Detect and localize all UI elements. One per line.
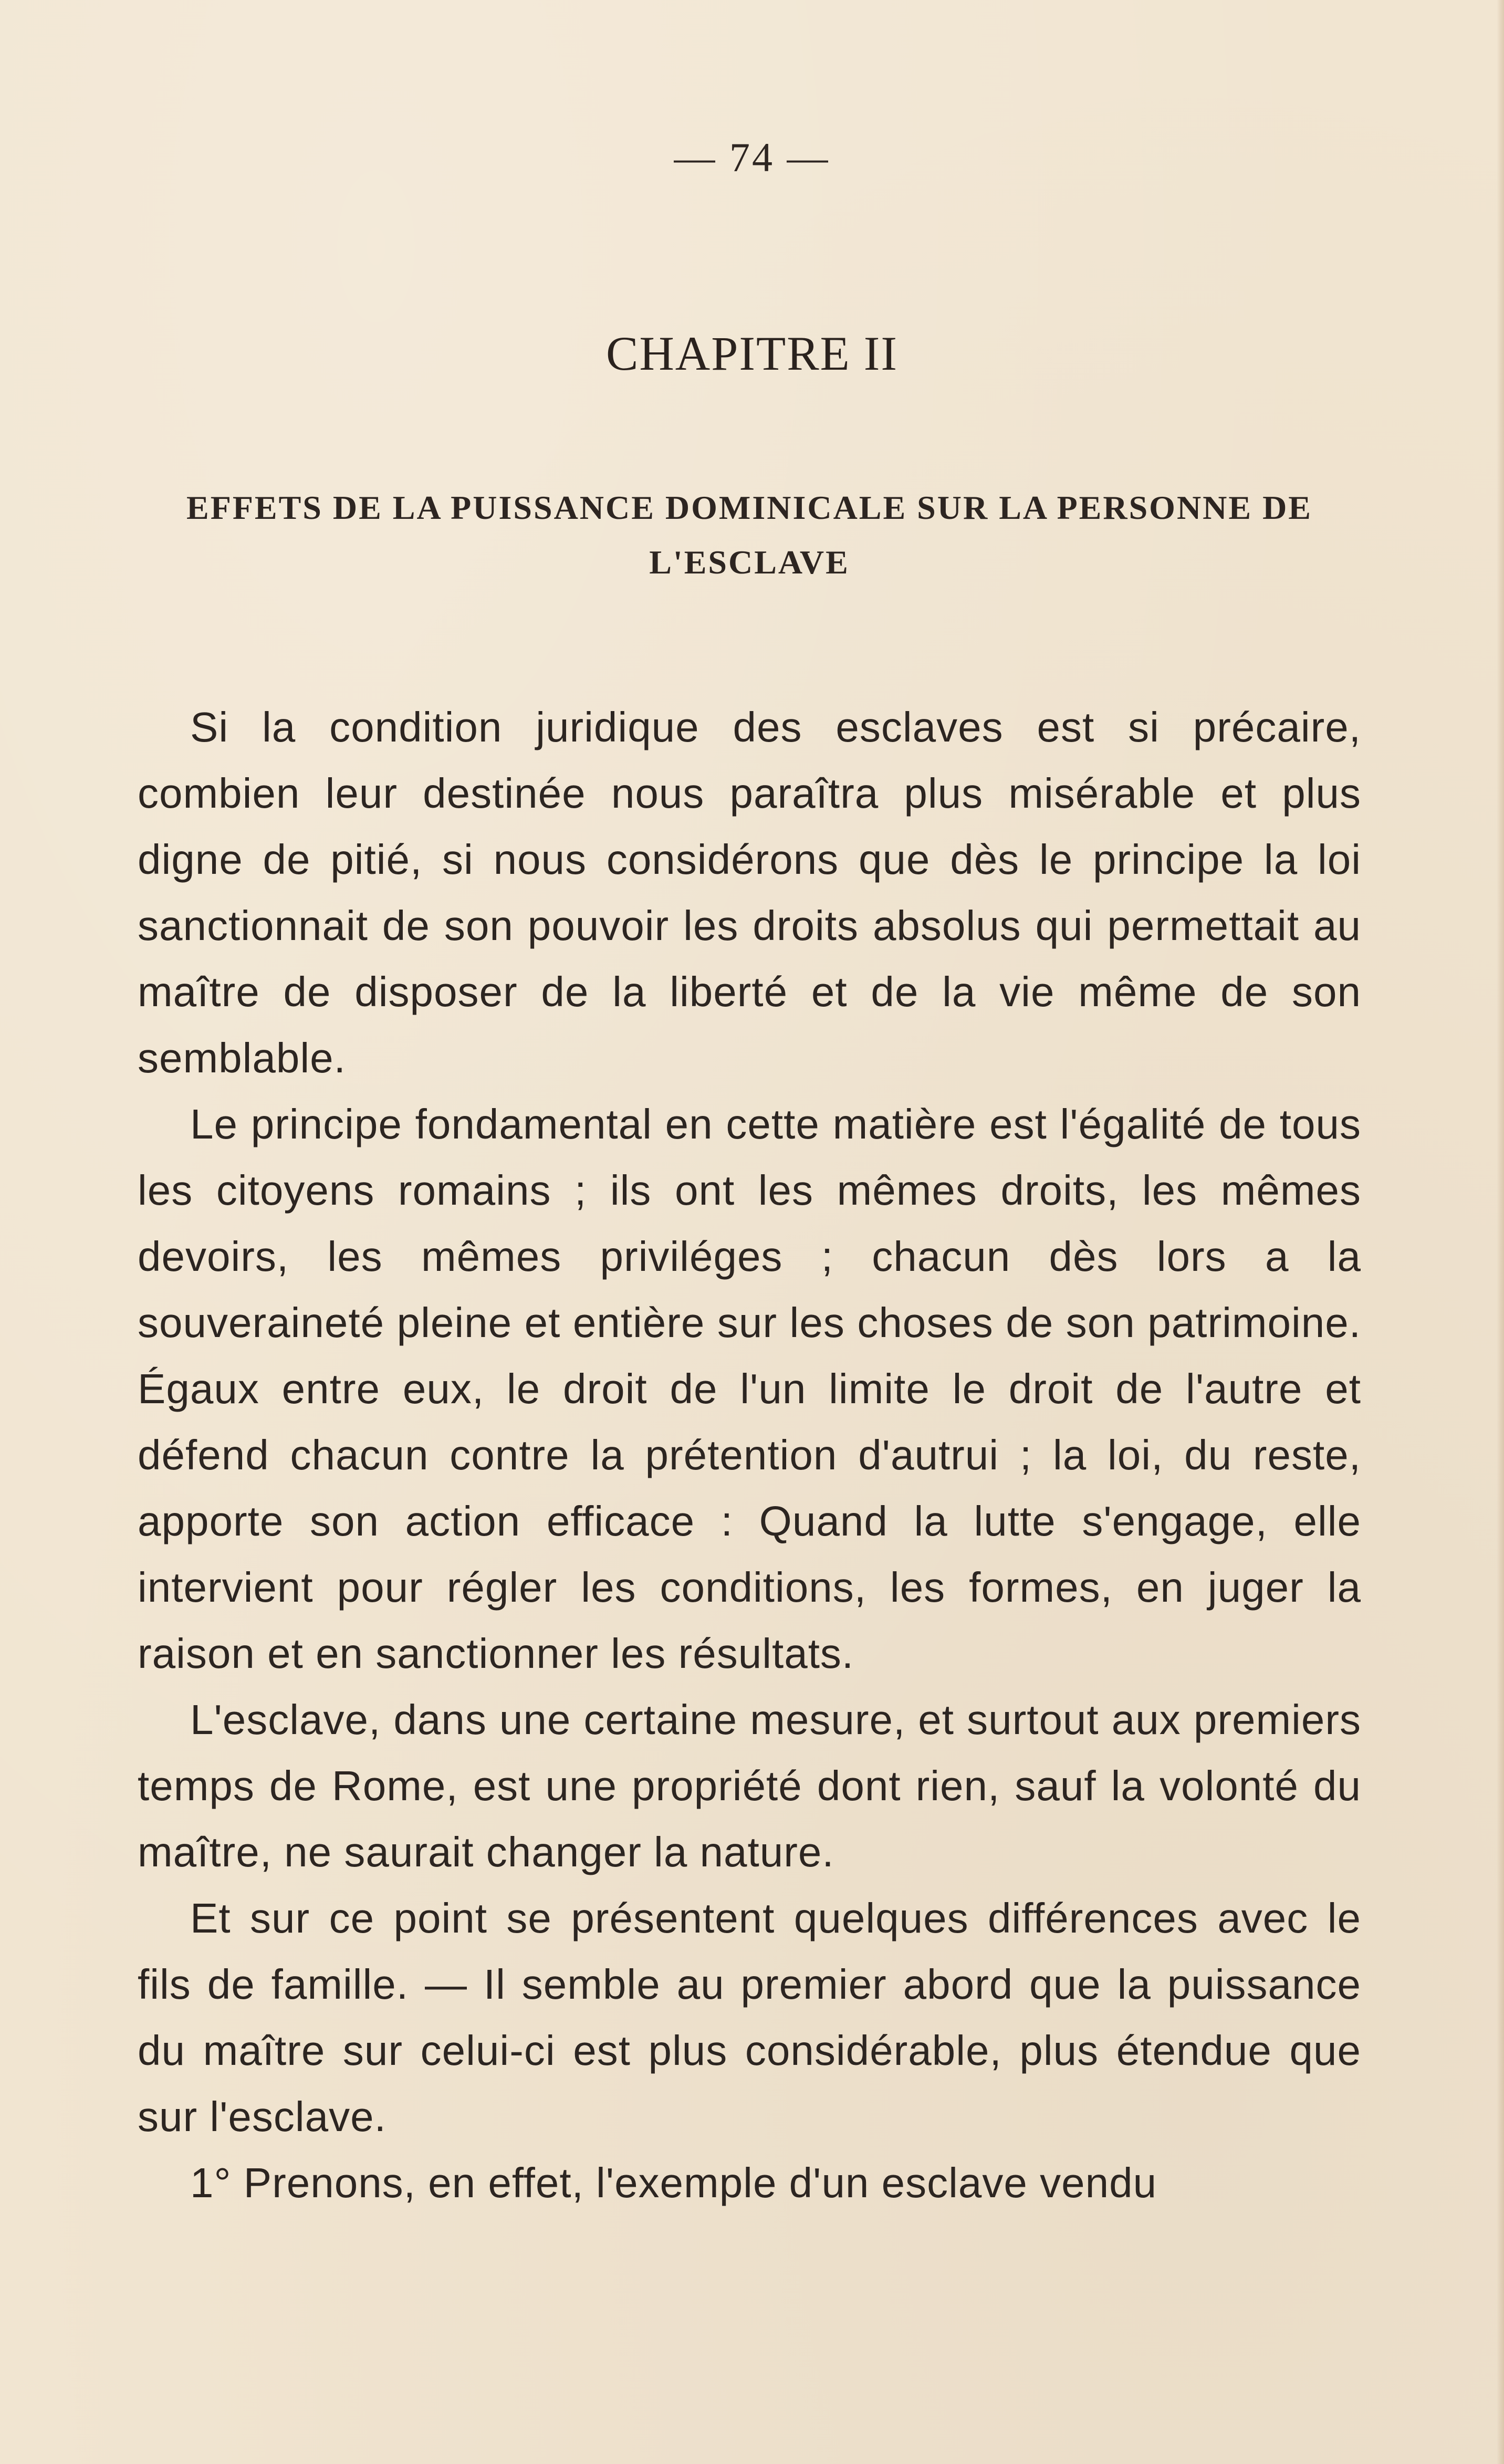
- paragraph-4: Et sur ce point se présentent quelques différences avec le fils de famille. — Il semble au premier abord que la puissance du maître sur celui-ci est plus considérable, plus étendue que sur l'esclave.: [138, 1895, 1361, 2140]
- paragraph-5: 1° Prenons, en effet, l'exemple d'un esclave vendu: [190, 2159, 1157, 2206]
- paragraph-3: L'esclave, dans une certaine mesure, et surtout aux premiers temps de Rome, est une propriété dont rien, sauf la volonté du maître, ne saurait changer la nature.: [138, 1696, 1361, 1875]
- chapter-subtitle: EFFETS DE LA PUISSANCE DOMINICALE SUR LA PERSONNE DE L'ESCLAVE: [186, 489, 1312, 581]
- paragraph-2: Le principe fondamental en cette matière est l'égalité de tous les citoyens romains ; ils ont les mêmes droits, les mêmes devoirs, les mêmes priviléges ; chacun dès lors a la souveraineté pleine et entière sur les choses de son patrimoine. Égaux entre eux, le droit de l'un limite le droit de l'autre et défend chacun contre la prétention d'autrui ; la loi, du reste, apporte son action efficace : Quand la lutte s'engage, elle intervient pour régler les conditions, les formes, en juger la raison et en sanctionner les résultats.: [138, 1101, 1361, 1677]
- body-text: [138, 694, 1361, 2216]
- chapter-title: CHAPITRE II: [605, 327, 899, 380]
- page-number: — 74 —: [674, 134, 830, 180]
- paragraph-1: Si la condition juridique des esclaves est si précaire, combien leur destinée nous paraîtra plus misérable et plus digne de pitié, si nous considérons que dès le principe la loi sanctionnait de son pouvoir les droits absolus qui permettait au maître de disposer de la liberté et de la vie même de son semblable.: [138, 704, 1361, 1081]
